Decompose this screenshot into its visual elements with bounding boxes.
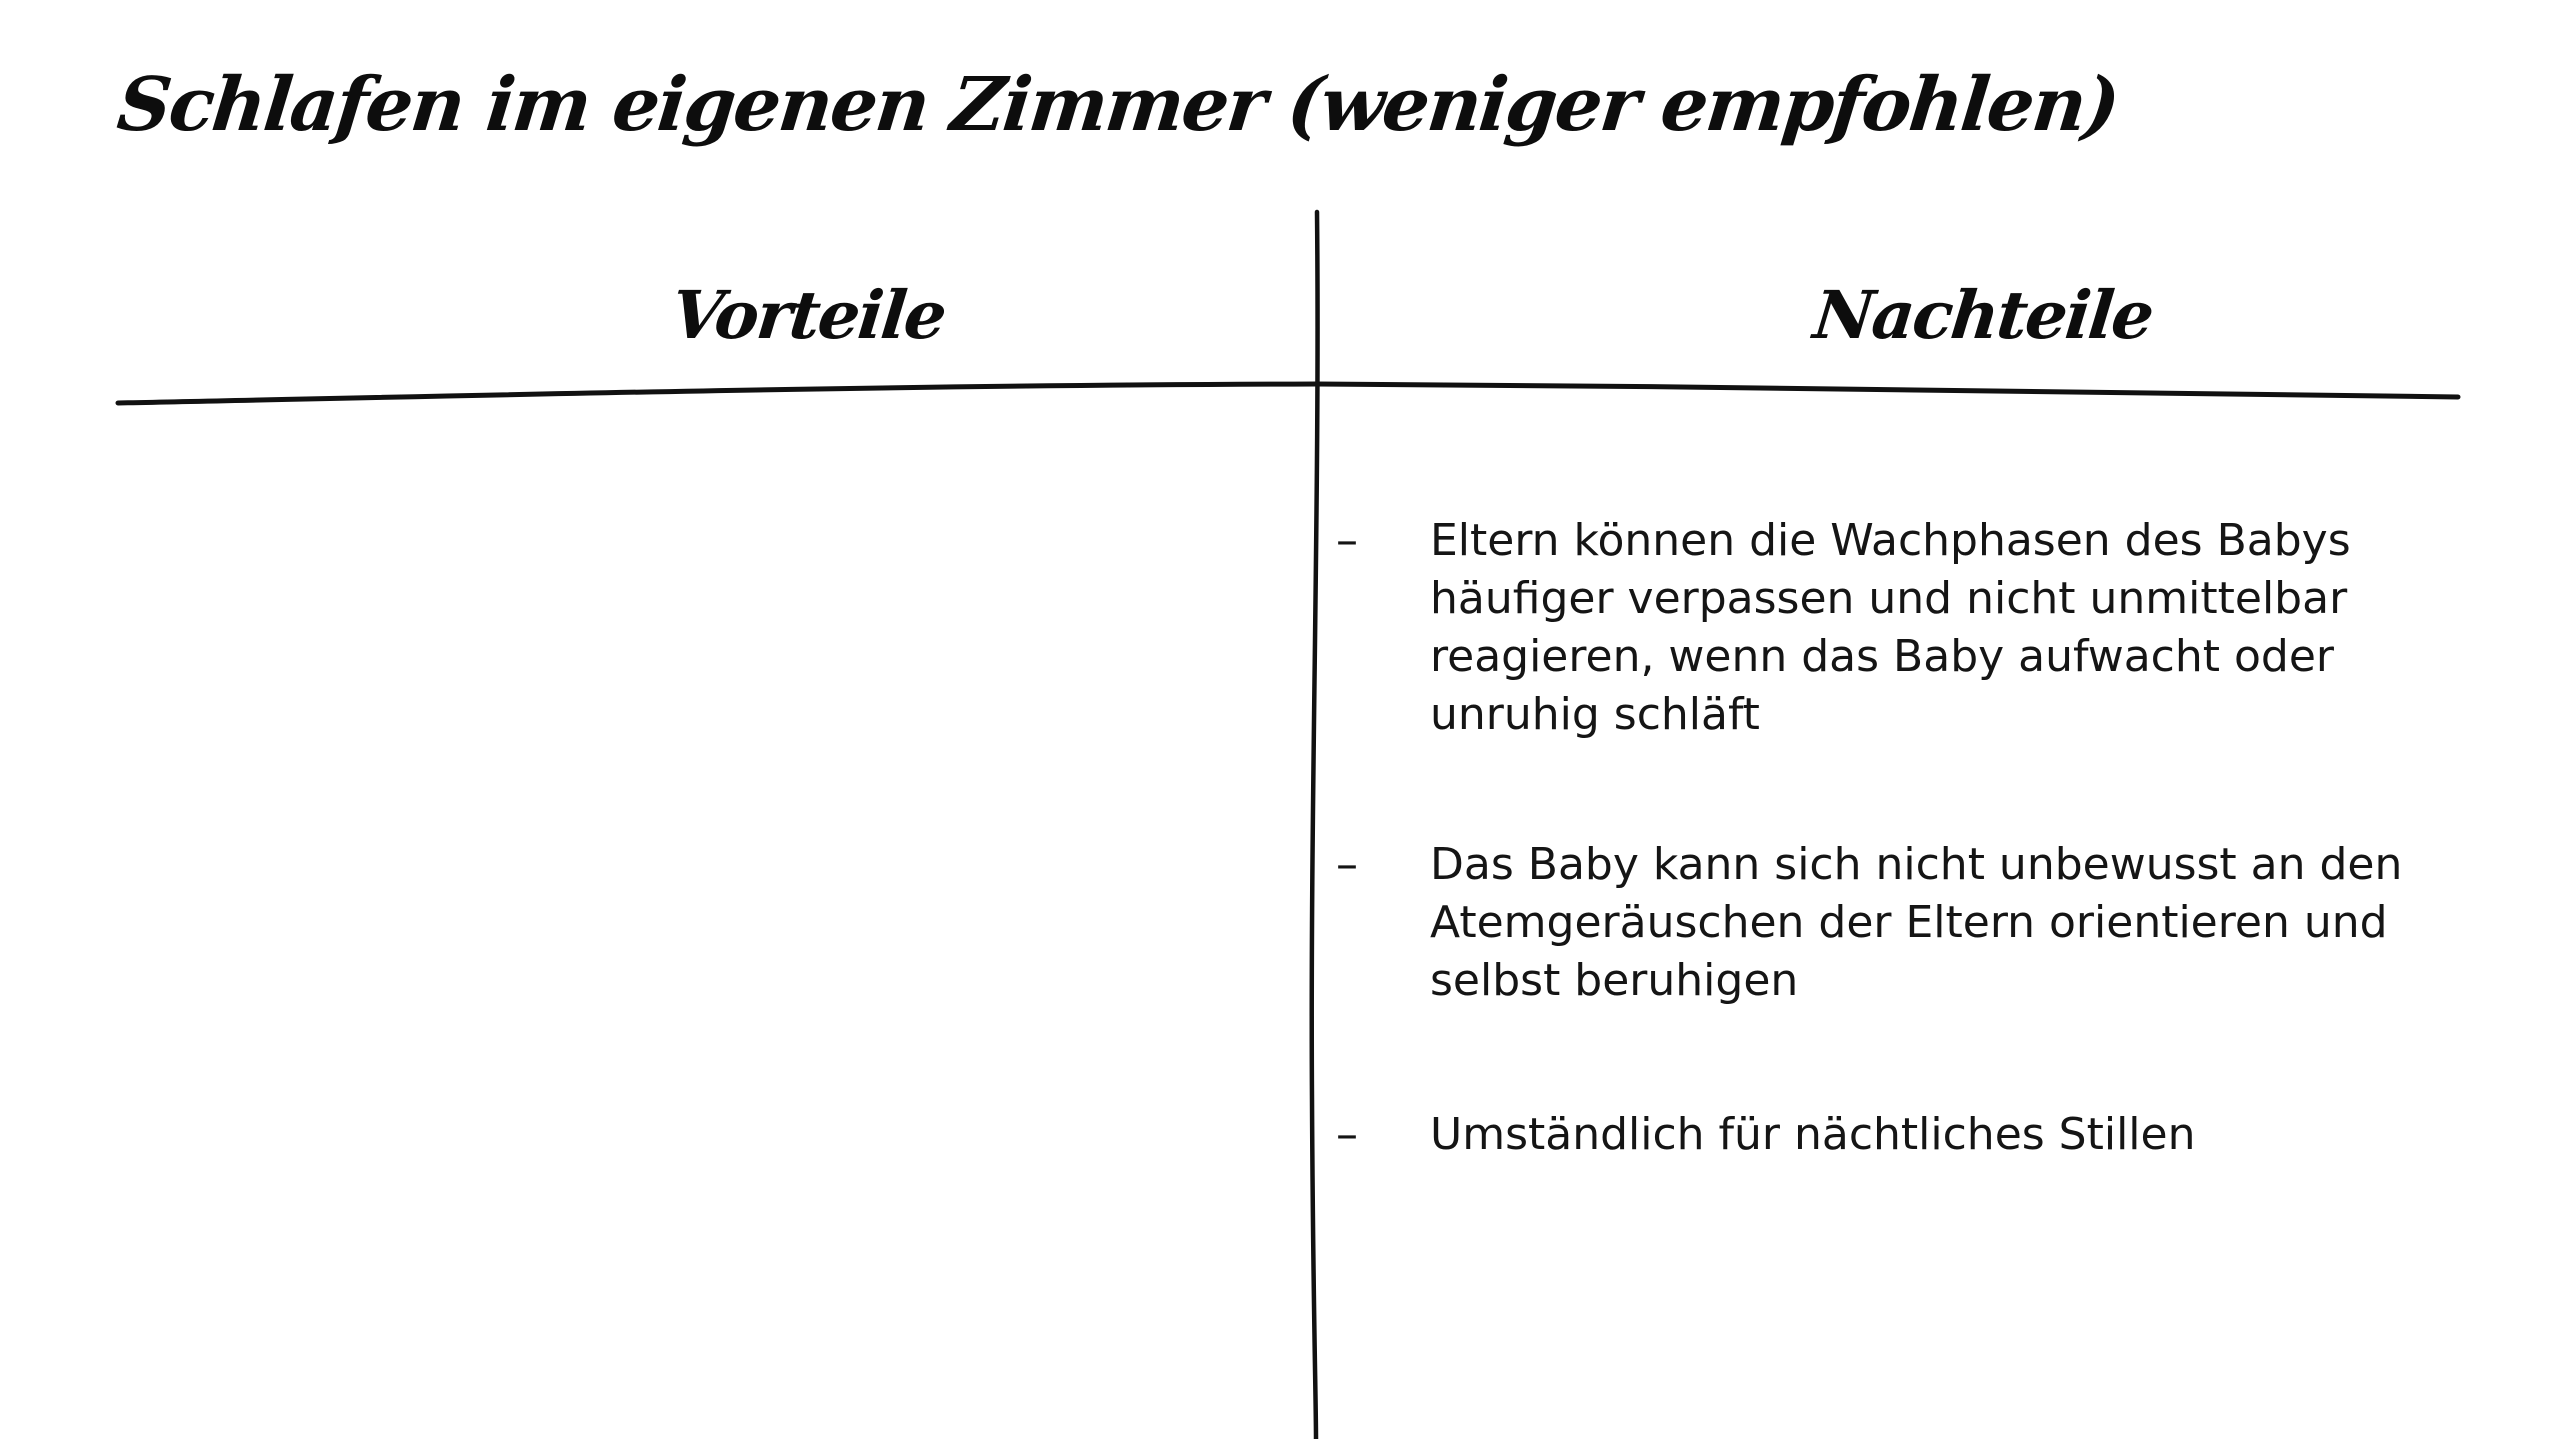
list-marker: – [1336, 839, 1358, 890]
list-item-text: Eltern können die Wachphasen des Babys häufiger verpassen und nicht unmittelbar reagieren, wenn das Baby aufwacht oder unruhig schläft [1430, 515, 2351, 740]
list-item-text: Das Baby kann sich nicht unbewusst an den Atemgeräuschen der Eltern orientieren und selbst beruhigen [1430, 839, 2403, 1006]
list-item [1330, 512, 2430, 744]
list-item-text: Umständlich für nächtliches Stillen [1430, 1109, 2196, 1160]
list-marker: – [1336, 1109, 1358, 1160]
vertical-divider [1312, 212, 1318, 1439]
list-item [1330, 836, 2430, 1010]
list-item [1330, 1106, 2430, 1164]
list-marker: – [1336, 515, 1358, 566]
vorteile-heading: Vorteile [667, 276, 949, 354]
horizontal-divider [118, 384, 2458, 403]
page-title: Schlafen im eigenen Zimmer (weniger empfohlen) [113, 62, 2122, 148]
nachteile-heading: Nachteile [1809, 276, 2156, 354]
nachteile-list [1330, 512, 2430, 1164]
